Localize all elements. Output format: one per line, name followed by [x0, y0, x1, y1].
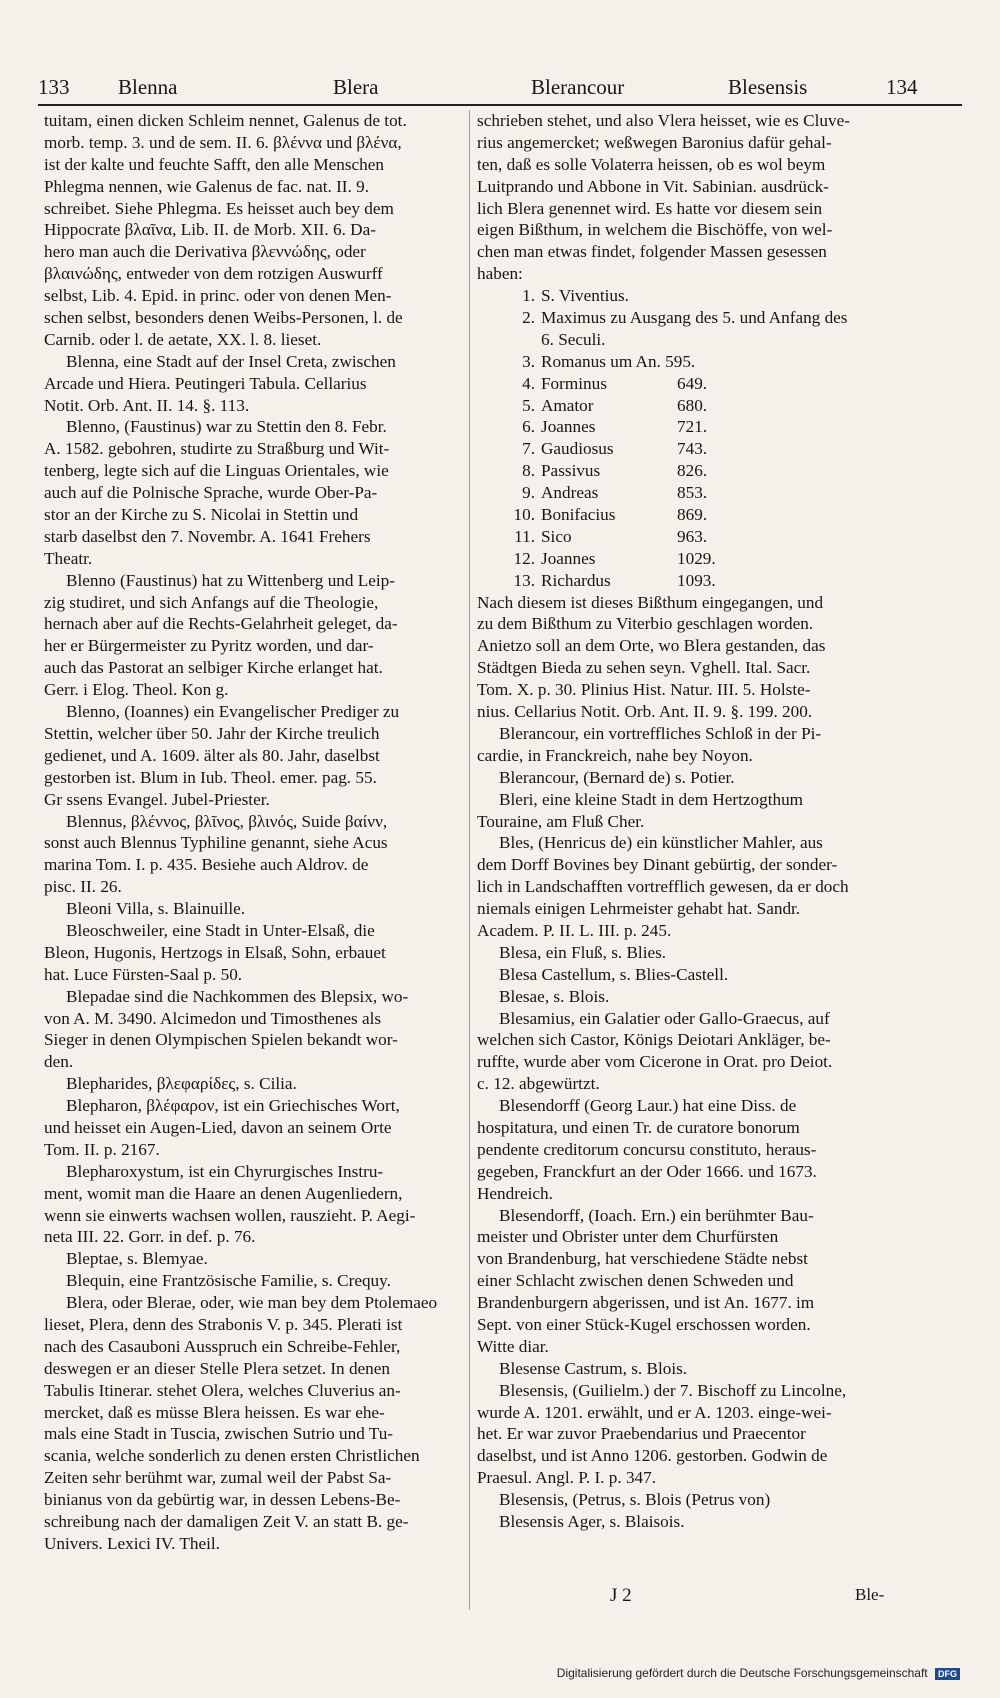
- text-line: deswegen er an dieser Stelle Plera setzet. In denen: [44, 1358, 390, 1378]
- text-line: niemals einigen Lehrmeister gehabt hat. Sandr.: [477, 899, 801, 919]
- text-line: Sieger in denen Olympischen Spielen bekandt wor-: [44, 1030, 398, 1050]
- bishop-entry: [477, 307, 897, 329]
- text-line: Tabulis Itinerar. stehet Olera, welches Cluverius an-: [44, 1380, 401, 1400]
- bishop-name: Andreas: [541, 483, 599, 503]
- bishop-entry: [477, 285, 897, 307]
- text-line: Univers. Lexici IV. Theil.: [44, 1533, 220, 1553]
- text-line: tuitam, einen dicken Schleim nennet, Galenus de tot.: [44, 111, 407, 130]
- text-line: Witte diar.: [477, 1336, 549, 1356]
- bishop-year: 649.: [677, 373, 708, 393]
- bishop-name: Richardus: [541, 570, 611, 590]
- bishop-entry: [477, 504, 897, 526]
- header-rule: [38, 104, 962, 106]
- text-line: gegeben, Franckfurt an der Oder 1666. und 1673.: [477, 1161, 817, 1181]
- text-line: Sept. von einer Stück-Kugel erschossen worden.: [477, 1314, 811, 1334]
- text-line: welchen sich Castor, Königs Deiotari Ankläger, be-: [477, 1030, 831, 1050]
- bishop-entry: [477, 482, 897, 504]
- text-line: Blesensis, (Petrus, s. Blois (Petrus von): [499, 1490, 771, 1510]
- text-line: schreibet. Siehe Phlegma. Es heisset auch bey dem: [44, 198, 394, 218]
- bishop-entry: [477, 373, 897, 395]
- text-line: pendente creditorum concursu constituto, heraus-: [477, 1139, 817, 1159]
- text-line: Tom. X. p. 30. Plinius Hist. Natur. III. 5. Holste-: [477, 680, 811, 700]
- bishops-list: [477, 285, 897, 591]
- text-line: Touraine, am Fluß Cher.: [477, 811, 645, 831]
- text-line: von A. M. 3490. Alcimedon und Timosthenes als: [44, 1008, 382, 1028]
- text-line: eigen Bißthum, in welchem die Bischöffe, von wel-: [477, 220, 833, 240]
- text-line: Carnib. oder l. de aetate, XX. l. 8. lieset.: [44, 329, 322, 349]
- text-line: Blepharon, βλέφαρον, ist ein Griechisches Wort,: [66, 1096, 400, 1116]
- text-line: chen man etwas findet, folgender Massen gesessen: [477, 242, 827, 262]
- text-line: nius. Cellarius Notit. Orb. Ant. II. 9. §. 199. 200.: [477, 702, 813, 722]
- text-line: rius angemercket; weßwegen Baronius dafür gehal-: [477, 132, 832, 152]
- bishop-name: 6. Seculi.: [541, 329, 606, 349]
- text-line: Hendreich.: [477, 1183, 553, 1203]
- catchword-custos: Ble-: [855, 1585, 885, 1604]
- text-line: βλαινώδης, entweder von dem rotzigen Auswurff: [44, 264, 383, 284]
- text-line: schen selbst, besonders denen Weibs-Personen, l. de: [44, 308, 403, 328]
- bishop-name: Gaudiosus: [541, 439, 614, 459]
- text-line: gedienet, und A. 1609. älter als 80. Jahr, daselbst: [44, 745, 380, 765]
- bishop-name: Bonifacius: [541, 505, 616, 525]
- text-line: mals eine Stadt in Tuscia, zwischen Sutrio und Tu-: [44, 1424, 394, 1444]
- text-line: lich in Landschafften vortrefflich gewesen, da er doch: [477, 877, 849, 897]
- text-line: Blequin, eine Frantzösische Familie, s. Crequy.: [66, 1271, 391, 1291]
- text-line: nach des Casauboni Ausspruch ein Schreibe-Fehler,: [44, 1336, 401, 1356]
- page-number-left: 133: [38, 75, 70, 99]
- text-line: zig studiret, und sich Anfangs auf die Theologie,: [44, 592, 379, 612]
- text-line: hero man auch die Derivativa βλεννώδης, oder: [44, 242, 366, 262]
- text-line: Blepadae sind die Nachkommen des Blepsix, wo-: [66, 986, 409, 1006]
- bishop-number: 7.: [522, 439, 535, 459]
- left-column: [44, 110, 462, 1555]
- bishop-year: 1029.: [677, 548, 716, 568]
- bishop-year: 963.: [677, 526, 708, 546]
- signature-mark: J 2: [610, 1585, 632, 1606]
- text-line: Blesae, s. Blois.: [499, 986, 610, 1006]
- text-line: Blerancour, (Bernard de) s. Potier.: [499, 767, 735, 787]
- footer: [0, 1664, 1000, 1686]
- bishop-entry: [477, 570, 897, 592]
- text-line: binianus von da gebürtig war, in dessen Lebens-Be-: [44, 1490, 401, 1510]
- bishop-year: 869.: [677, 505, 708, 525]
- text-line: Bleoni Villa, s. Blainuille.: [66, 899, 246, 919]
- text-line: Blenno (Faustinus) hat zu Wittenberg und Leip-: [66, 570, 395, 590]
- text-line: neta III. 22. Gorr. in def. p. 76.: [44, 1227, 256, 1247]
- text-line: meister und Obrister unter dem Churfürsten: [477, 1227, 779, 1247]
- right-column-entries: [477, 592, 897, 1533]
- text-line: auch auf die Polnische Sprache, wurde Ober-Pa-: [44, 483, 378, 503]
- right-column: [477, 110, 897, 1533]
- bishop-year: 826.: [677, 461, 708, 481]
- text-line: Luitprando und Abbone in Vit. Sabinian. ausdrück-: [477, 176, 829, 196]
- text-line: Blesamius, ein Galatier oder Gallo-Graecus, auf: [499, 1008, 830, 1028]
- text-line: Arcade und Hiera. Peutingeri Tabula. Cellarius: [44, 373, 367, 393]
- text-line: gestorben ist. Blum in Iub. Theol. emer. pag. 55.: [44, 767, 377, 787]
- bishop-number: 13.: [513, 570, 535, 590]
- bishop-name: Joannes: [541, 417, 596, 437]
- text-line: mercket, daß es müsse Blera heissen. Es war ehe-: [44, 1402, 385, 1422]
- column-divider: [469, 110, 470, 1610]
- text-line: morb. temp. 3. und de sem. II. 6. βλέννα und βλένα,: [44, 132, 402, 152]
- text-line: zu dem Bißthum zu Viterbio geschlagen worden.: [477, 614, 814, 634]
- bishop-name: Maximus zu Ausgang des 5. und Anfang des: [541, 308, 848, 328]
- text-line: scania, welche sonderlich zu denen ersten Christlichen: [44, 1446, 420, 1466]
- bishop-number: 3.: [522, 351, 535, 371]
- text-line: tenberg, legte sich auf die Linguas Orientales, wie: [44, 461, 389, 481]
- text-line: c. 12. abgewürtzt.: [477, 1074, 600, 1094]
- text-line: Blenna, eine Stadt auf der Insel Creta, zwischen: [66, 351, 396, 371]
- text-line: marina Tom. I. p. 435. Besiehe auch Aldrov. de: [44, 855, 369, 875]
- text-line: Blennus, βλέννος, βλῖνος, βλινός, Suide βαίνν,: [66, 811, 388, 831]
- text-line: ment, womit man die Haare an denen Augenliedern,: [44, 1183, 403, 1203]
- bishop-name: S. Viventius.: [541, 286, 629, 306]
- bishop-number: 4.: [522, 373, 535, 393]
- bishop-number: 2.: [522, 308, 535, 328]
- text-line: Blesensis, (Guilielm.) der 7. Bischoff zu Lincolne,: [499, 1380, 847, 1400]
- text-line: und heisset ein Augen-Lied, davon an seinem Orte: [44, 1117, 392, 1137]
- text-line: her er Bürgermeister zu Pyritz worden, und dar-: [44, 636, 374, 656]
- text-line: lieset, Plera, denn des Strabonis V. p. 345. Plerati ist: [44, 1314, 403, 1334]
- text-line: selbst, Lib. 4. Epid. in princ. oder von denen Men-: [44, 286, 392, 306]
- text-line: Blepharoxystum, ist ein Chyrurgisches Instru-: [66, 1161, 384, 1181]
- text-line: Blerancour, ein vortreffliches Schloß in der Pi-: [499, 723, 822, 743]
- text-line: Blepharides, βλεφαρίδες, s. Cilia.: [66, 1074, 297, 1094]
- running-header: [38, 72, 962, 102]
- text-line: ist der kalte und feuchte Safft, den alle Menschen: [44, 154, 384, 174]
- text-line: dem Dorff Bovines bey Dinant gebürtig, der sonder-: [477, 855, 838, 875]
- bishop-number: 1.: [522, 286, 535, 306]
- text-line: Stettin, welcher über 50. Jahr der Kirche treulich: [44, 723, 380, 743]
- bishop-entry: [477, 351, 897, 373]
- bishop-entry: [477, 329, 897, 351]
- bishop-number: 6.: [522, 417, 535, 437]
- text-line: einer Schlacht zwischen denen Schweden und: [477, 1271, 794, 1291]
- text-line: Notit. Orb. Ant. II. 14. §. 113.: [44, 395, 250, 415]
- bishop-year: 853.: [677, 483, 708, 503]
- bishop-year: 743.: [677, 439, 708, 459]
- text-line: starb daselbst den 7. Novembr. A. 1641 Frehers: [44, 526, 371, 546]
- catchword-blenna: Blenna: [118, 75, 178, 99]
- text-line: Gerr. i Elog. Theol. Kon g.: [44, 680, 229, 700]
- text-line: hospitatura, und einen Tr. de curatore bonorum: [477, 1117, 800, 1137]
- bishop-year: 680.: [677, 395, 708, 415]
- bishop-number: 5.: [522, 395, 535, 415]
- text-line: lich Blera genennet wird. Es hatte vor diesem sein: [477, 198, 823, 218]
- bishop-name: Sico: [541, 526, 572, 546]
- bishop-name: Forminus: [541, 373, 607, 393]
- bishop-entry: [477, 395, 897, 417]
- text-line: wurde A. 1201. erwählt, und er A. 1203. einge-wei-: [477, 1402, 832, 1422]
- text-line: Phlegma nennen, wie Galenus de fac. nat. II. 9.: [44, 176, 370, 196]
- text-line: het. Er war zuvor Praebendarius und Praecentor: [477, 1424, 806, 1444]
- text-line: stor an der Kirche zu S. Nicolai in Stettin und: [44, 505, 359, 525]
- bishop-name: Romanus um An. 595.: [541, 351, 696, 371]
- bishop-name: Amator: [541, 395, 594, 415]
- text-line: schreibung nach der damaligen Zeit V. an statt B. ge-: [44, 1512, 409, 1531]
- page-number-right: 134: [886, 75, 918, 99]
- text-line: sonst auch Blennus Typhiline genannt, siehe Acus: [44, 833, 388, 853]
- footer-credit: [557, 1666, 960, 1680]
- text-line: Blesendorff (Georg Laur.) hat eine Diss. de: [499, 1096, 797, 1116]
- text-line: Nach diesem ist dieses Bißthum eingegangen, und: [477, 592, 824, 612]
- text-line: Brandenburgern abgerissen, und ist An. 1677. im: [477, 1293, 815, 1313]
- text-line: Blesense Castrum, s. Blois.: [499, 1358, 688, 1378]
- text-line: Bleon, Hugonis, Hertzogs in Elsaß, Sohn, erbauet: [44, 942, 386, 962]
- text-line: Blesa, ein Fluß, s. Blies.: [499, 942, 667, 962]
- text-line: Bles, (Henricus de) ein künstlicher Mahler, aus: [499, 833, 823, 853]
- text-line: Zeiten sehr berühmt war, zumal weil der Pabst Sa-: [44, 1468, 392, 1488]
- text-line: wenn sie einwerts wachsen wollen, rauszieht. P. Aegi-: [44, 1205, 416, 1225]
- text-line: von Brandenburg, hat verschiedene Städte nebst: [477, 1249, 808, 1269]
- text-line: Blenno, (Faustinus) war zu Stettin den 8. Febr.: [66, 417, 387, 437]
- text-line: Hippocrate βλαῖνα, Lib. II. de Morb. XII. 6. Da-: [44, 220, 376, 240]
- text-line: Blesensis Ager, s. Blaisois.: [499, 1512, 685, 1531]
- bishop-number: 8.: [522, 461, 535, 481]
- text-line: Bleri, eine kleine Stadt in dem Hertzogthum: [499, 789, 804, 809]
- text-line: den.: [44, 1052, 74, 1072]
- text-line: ruffte, wurde aber vom Cicerone in Orat. pro Deiot.: [477, 1052, 833, 1072]
- text-line: Blenno, (Ioannes) ein Evangelischer Prediger zu: [66, 702, 400, 722]
- text-line: Blesendorff, (Ioach. Ern.) ein berühmter Bau-: [499, 1205, 814, 1225]
- text-line: Bleoschweiler, eine Stadt in Unter-Elsaß, die: [66, 920, 375, 940]
- text-line: Praesul. Angl. P. I. p. 347.: [477, 1468, 657, 1488]
- text-line: cardie, in Franckreich, nahe bey Noyon.: [477, 745, 753, 765]
- text-line: ten, daß es solle Volaterra heissen, ob es wol beym: [477, 154, 826, 174]
- text-line: Städtgen Bieda zu sehen seyn. Vghell. Ital. Sacr.: [477, 658, 811, 678]
- bishop-entry: [477, 460, 897, 482]
- text-line: Tom. II. p. 2167.: [44, 1139, 160, 1159]
- footer-credit-text: Digitalisierung gefördert durch die Deutsche Forschungsgemeinschaft: [556, 1666, 928, 1680]
- text-line: Bleptae, s. Blemyae.: [66, 1249, 208, 1269]
- text-line: Blera, oder Blerae, oder, wie man bey dem Ptolemaeo: [66, 1293, 438, 1313]
- bishop-entry: [477, 548, 897, 570]
- text-line: Gr ssens Evangel. Jubel-Priester.: [44, 789, 270, 809]
- text-line: schrieben stehet, und also Vlera heisset, wie es Cluve-: [477, 111, 850, 130]
- text-line: pisc. II. 26.: [44, 877, 122, 897]
- text-line: hernach aber auf die Rechts-Gelahrheit geleget, da-: [44, 614, 398, 634]
- text-line: auch das Pastorat an selbiger Kirche erlanget hat.: [44, 658, 383, 678]
- text-line: hat. Luce Fürsten-Saal p. 50.: [44, 964, 243, 984]
- bishop-entry: [477, 526, 897, 548]
- text-line: Anietzo soll an dem Orte, wo Blera gestanden, das: [477, 636, 826, 656]
- bishop-entry: [477, 438, 897, 460]
- catchword-blesensis: Blesensis: [728, 75, 808, 99]
- bishop-year: 1093.: [677, 570, 716, 590]
- catchword-blerancour: Blerancour: [531, 75, 625, 99]
- dfg-logo-badge: DFG: [935, 1668, 960, 1680]
- bishop-number: 9.: [522, 483, 535, 503]
- bishop-name: Passivus: [541, 461, 601, 481]
- bishop-number: 11.: [514, 526, 535, 546]
- bishop-year: 721.: [677, 417, 708, 437]
- right-column-intro: [477, 110, 897, 285]
- text-line: Blesa Castellum, s. Blies-Castell.: [499, 964, 729, 984]
- catchword-blera: Blera: [333, 75, 379, 99]
- text-line: A. 1582. gebohren, studirte zu Straßburg und Wit-: [44, 439, 390, 459]
- bishop-name: Joannes: [541, 548, 596, 568]
- text-line: Theatr.: [44, 548, 93, 568]
- text-line: haben:: [477, 264, 523, 284]
- bishop-number: 12.: [513, 548, 535, 568]
- text-line: daselbst, und ist Anno 1206. gestorben. Godwin de: [477, 1446, 828, 1466]
- bishop-number: 10.: [513, 505, 535, 525]
- text-line: Academ. P. II. L. III. p. 245.: [477, 920, 672, 940]
- bishop-entry: [477, 416, 897, 438]
